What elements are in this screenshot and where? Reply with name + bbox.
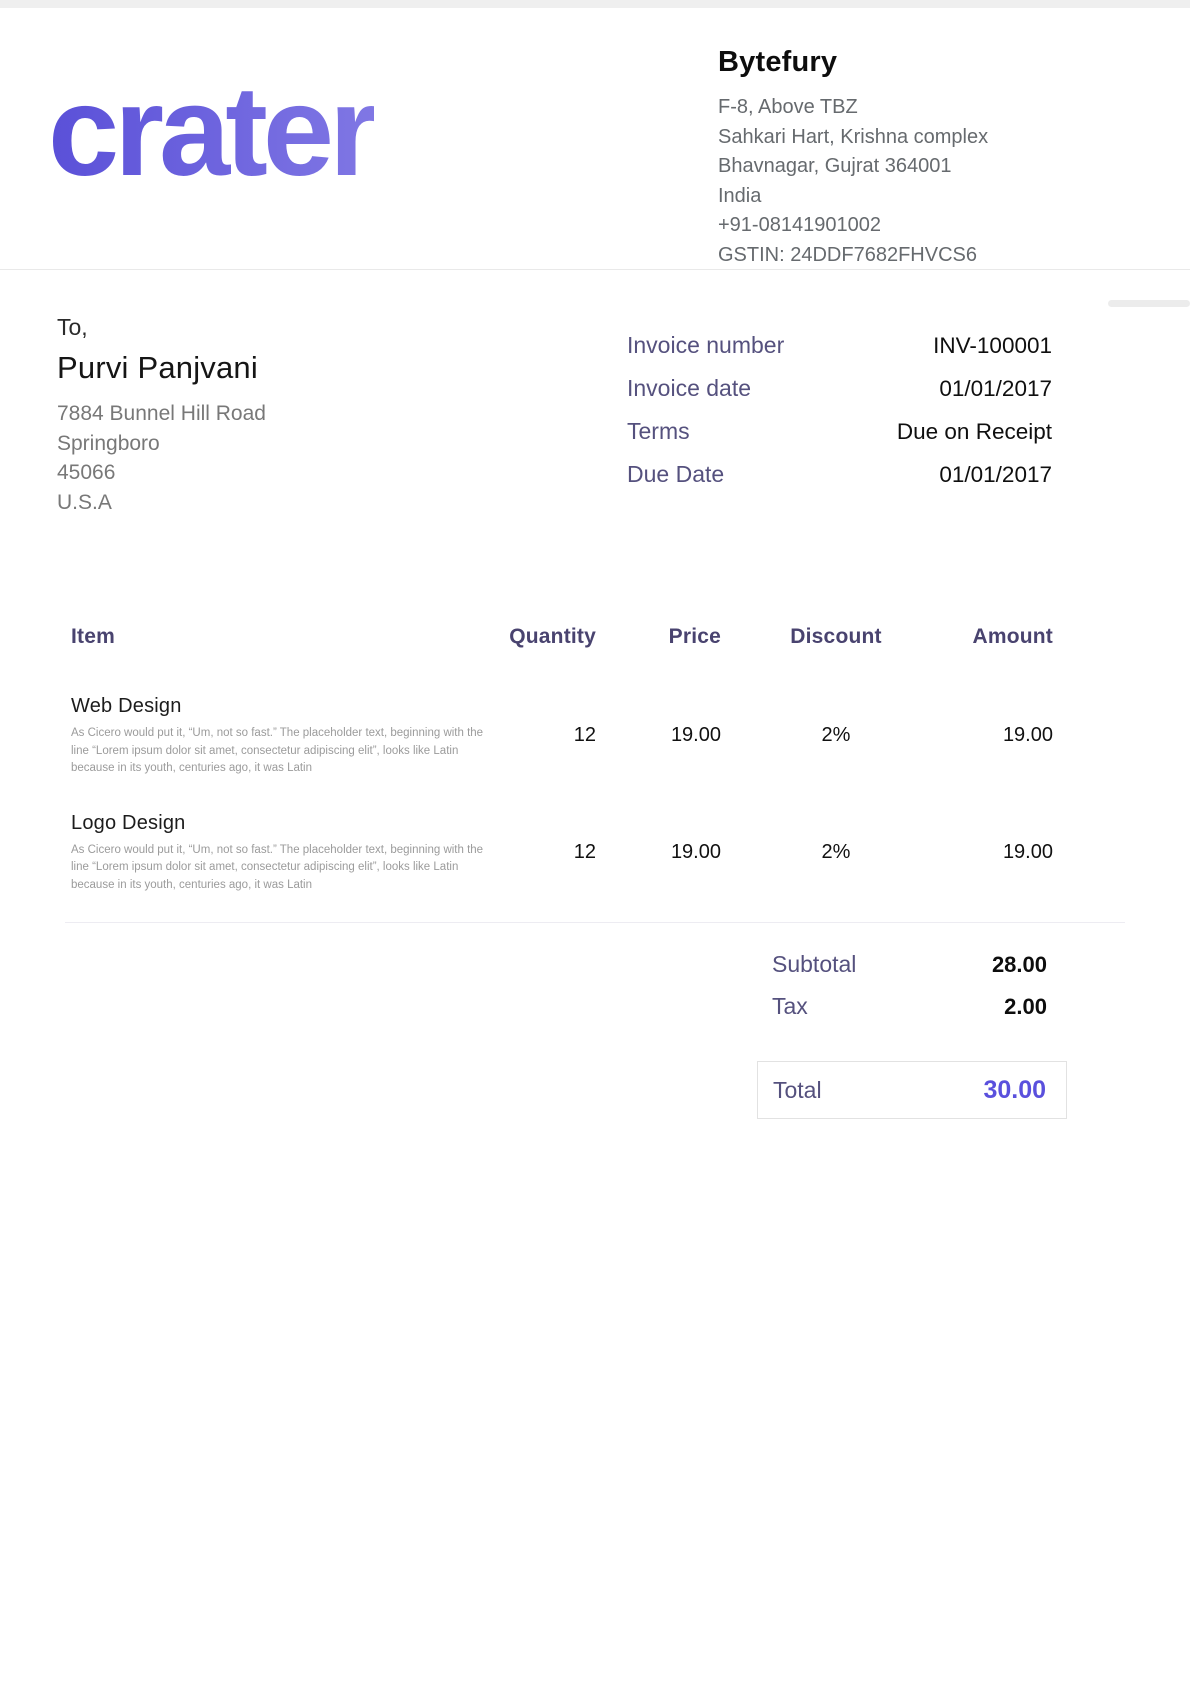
company-address-line: Bhavnagar, Gujrat 364001 (718, 155, 952, 177)
item-description: As Cicero would put it, “Um, not so fast.” The placeholder text, beginning with the line “Lorem ipsum dolor sit amet, consectetur adipiscing elit”, looks like Latin because in its youth, centuries ago, it was Latin (71, 727, 484, 774)
due-date-label: Due Date (627, 461, 725, 487)
invoice-number-row (627, 332, 1052, 375)
crater-logo: crater (48, 68, 374, 210)
company-address-line: F-8, Above TBZ (718, 96, 858, 118)
tax-row (757, 993, 1067, 1035)
table-row (65, 695, 1125, 778)
invoice-date-label: Invoice date (627, 375, 752, 401)
subtotal-value: 28.00 (991, 952, 1047, 977)
item-cell (71, 695, 501, 778)
amount-column-header: Amount (972, 625, 1053, 648)
subtotal-label: Subtotal (772, 951, 857, 977)
total-box (757, 1061, 1067, 1119)
item-name: Logo Design (71, 811, 186, 834)
tax-value: 2.00 (1004, 994, 1047, 1019)
discount-column-header: Discount (790, 625, 882, 648)
invoice-date-row (627, 375, 1052, 418)
invoice-number-label: Invoice number (627, 332, 785, 358)
company-address-line: Sahkari Hart, Krishna complex (718, 125, 989, 148)
bill-to-label: To, (57, 314, 88, 340)
item-price: 19.00 (670, 840, 721, 863)
item-amount: 19.00 (1002, 724, 1053, 746)
customer-address-line: U.S.A (57, 490, 112, 514)
customer-address-line: 7884 Bunnel Hill Road (57, 402, 266, 425)
item-column-header: Item (71, 625, 115, 648)
company-name: Bytefury (718, 46, 838, 78)
billing-and-meta-section (0, 314, 1190, 517)
item-discount: 2% (821, 724, 851, 746)
scrollbar-thumb[interactable] (1108, 300, 1190, 307)
totals-section (757, 951, 1067, 1119)
invoice-number-value: INV-100001 (933, 333, 1052, 358)
invoice-date-value: 01/01/2017 (939, 376, 1052, 401)
customer-address-line: 45066 (57, 461, 116, 484)
item-name: Web Design (71, 695, 182, 717)
top-edge-strip (0, 0, 1190, 8)
items-table (65, 625, 1125, 923)
table-row (65, 812, 1125, 895)
due-date-row (627, 461, 1052, 504)
terms-label: Terms (627, 418, 690, 444)
invoice-header (0, 8, 1190, 270)
customer-address-line: Springboro (57, 431, 160, 455)
table-bottom-divider (65, 922, 1125, 923)
tax-label: Tax (772, 993, 808, 1019)
company-gstin: GSTIN: 24DDF7682FHVCS6 (718, 243, 977, 266)
company-phone: +91-08141901002 (718, 214, 881, 236)
terms-row (627, 418, 1052, 461)
subtotal-row (757, 951, 1067, 993)
total-value: 30.00 (983, 1075, 1046, 1104)
item-quantity: 12 (573, 840, 596, 863)
invoice-meta-block (627, 314, 1052, 517)
quantity-column-header: Quantity (509, 625, 596, 648)
item-price: 19.00 (670, 724, 721, 746)
items-table-header (65, 625, 1125, 695)
item-discount: 2% (821, 840, 851, 863)
company-info (718, 8, 1060, 270)
item-description: As Cicero would put it, “Um, not so fast.” The placeholder text, beginning with the line “Lorem ipsum dolor sit amet, consectetur adipiscing elit”, looks like Latin because in its youth, centuries ago, it was Latin (71, 843, 484, 891)
due-date-value: 01/01/2017 (939, 462, 1052, 487)
customer-name: Purvi Panjvani (57, 350, 258, 385)
company-address-line: India (718, 184, 762, 207)
terms-value: Due on Receipt (896, 419, 1052, 444)
price-column-header: Price (668, 625, 721, 648)
item-cell (71, 812, 501, 895)
item-quantity: 12 (573, 724, 596, 746)
item-amount: 19.00 (1002, 840, 1053, 863)
bill-to-block (0, 314, 627, 517)
total-label: Total (773, 1076, 822, 1103)
